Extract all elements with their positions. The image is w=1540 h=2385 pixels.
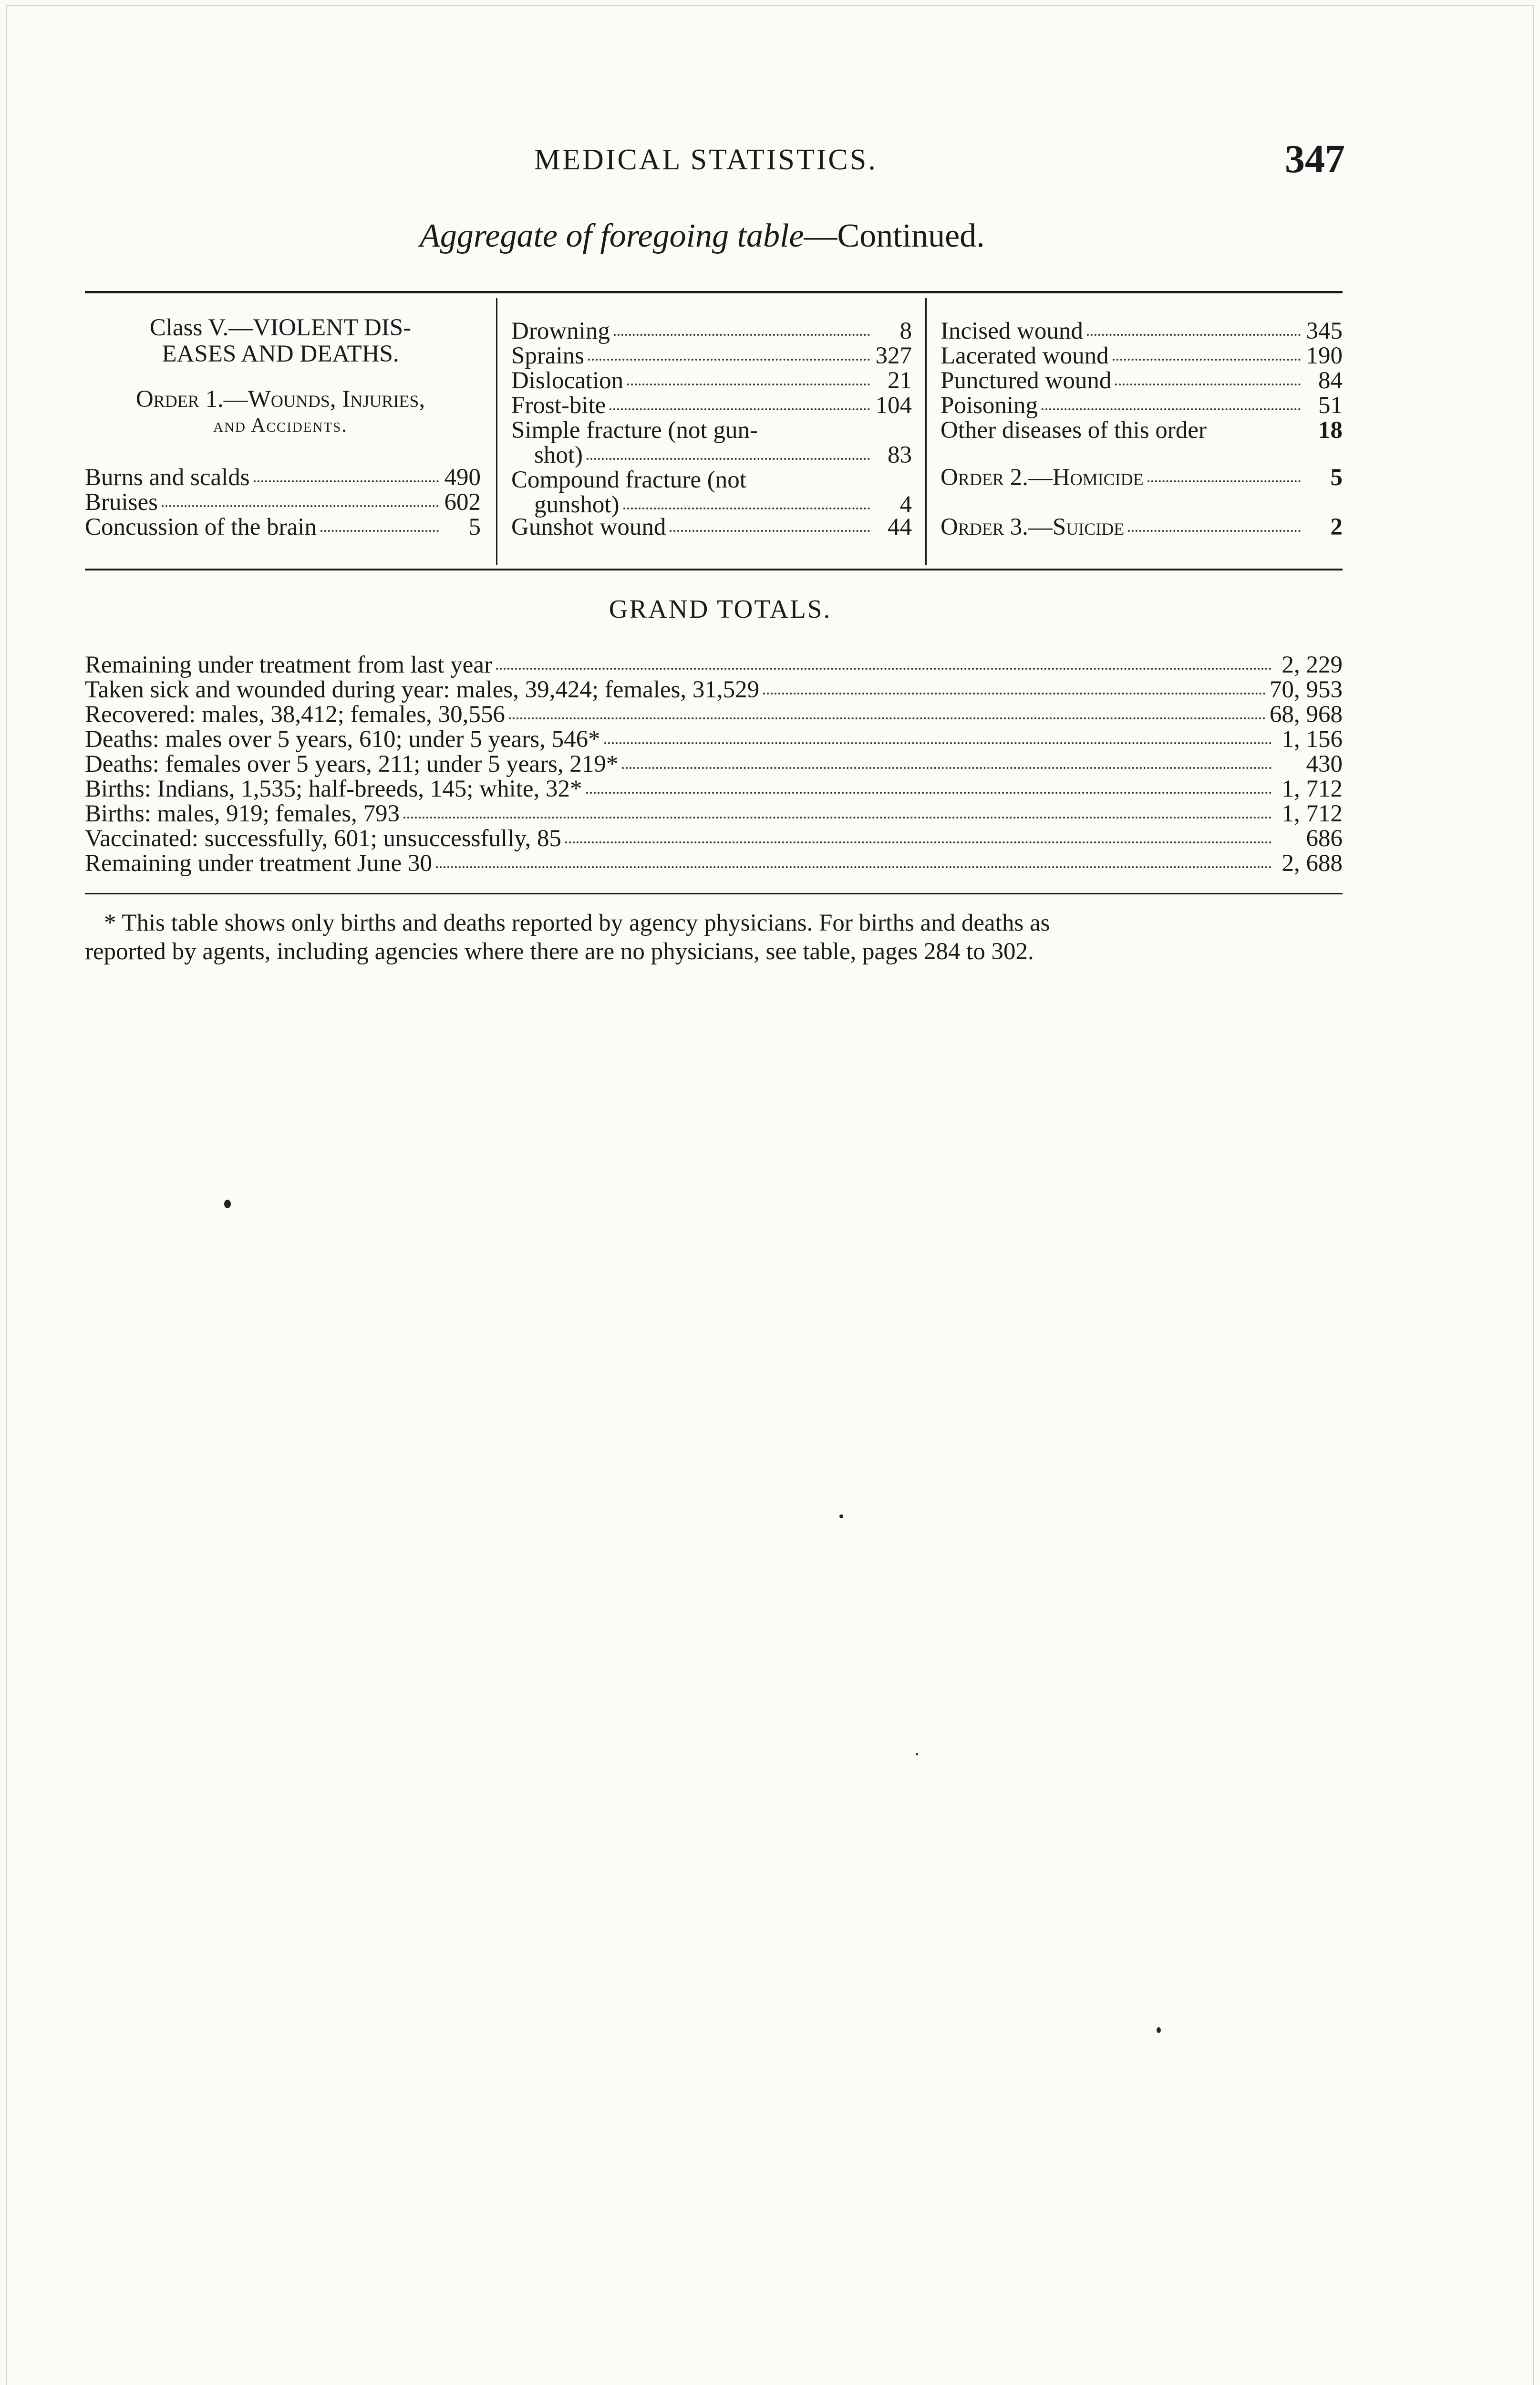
table-row — [85, 515, 481, 539]
totals-value: 70, 953 — [1270, 676, 1343, 703]
totals-row — [85, 677, 1343, 702]
row-value: 83 — [888, 442, 912, 468]
row-label: Poisoning — [941, 392, 1038, 419]
row-label: Bruises — [85, 489, 158, 516]
subtitle-italic: Aggregate of foregoing table — [420, 218, 804, 254]
totals-value: 2, 688 — [1282, 850, 1343, 877]
table-row — [941, 368, 1343, 393]
page-header-title: MEDICAL STATISTICS. — [534, 144, 878, 176]
row-value: 490 — [444, 464, 481, 491]
table-row — [511, 515, 912, 539]
column-divider-1 — [496, 298, 497, 565]
ink-speck — [916, 1753, 918, 1755]
row-label: gunshot) — [534, 491, 620, 518]
row-value: 8 — [899, 318, 912, 344]
row-value: 18 — [1318, 417, 1343, 444]
row-value: 5 — [468, 514, 481, 540]
table-subtitle — [420, 217, 1040, 255]
table-row — [941, 515, 1343, 539]
row-value: 327 — [875, 342, 912, 369]
row-value: 345 — [1306, 318, 1343, 344]
totals-row — [85, 653, 1343, 677]
class-heading-line2: EASES AND DEATHS. — [162, 341, 399, 367]
row-label: Gunshot wound — [511, 514, 666, 540]
order-heading-line1: Order 1.—Wounds, Injuries, — [135, 386, 425, 413]
totals-value: 2, 229 — [1282, 652, 1343, 678]
footnote — [85, 909, 1343, 966]
table-row — [941, 343, 1343, 368]
table-top-rule — [85, 291, 1343, 293]
row-value: 602 — [444, 489, 481, 516]
totals-value: 1, 156 — [1282, 726, 1343, 753]
totals-row — [85, 826, 1343, 851]
totals-value: 686 — [1306, 825, 1343, 852]
subtitle-continued: —Continued. — [804, 218, 985, 254]
row-label: shot) — [534, 442, 583, 468]
row-value: 5 — [1330, 464, 1343, 491]
totals-row — [85, 752, 1343, 777]
totals-label: Births: males, 919; females, 793 — [85, 800, 400, 827]
totals-value: 1, 712 — [1282, 776, 1343, 802]
table-bottom-rule — [85, 569, 1343, 570]
row-label: Burns and scalds — [85, 464, 250, 491]
class-heading — [85, 315, 476, 367]
table-row — [941, 465, 1343, 490]
totals-label: Remaining under treatment June 30 — [85, 850, 432, 877]
row-value: 21 — [888, 367, 912, 394]
row-value: 4 — [899, 491, 912, 518]
ink-speck — [1157, 2027, 1161, 2033]
grand-totals-title: GRAND TOTALS. — [609, 594, 832, 623]
table-row — [511, 393, 912, 418]
row-value: 44 — [888, 514, 912, 540]
row-label: Frost-bite — [511, 392, 606, 419]
totals-row — [85, 777, 1343, 801]
totals-label: Births: Indians, 1,535; half-breeds, 145; white, 32* — [85, 776, 582, 802]
row-label: Other diseases of this order — [941, 417, 1207, 444]
totals-label: Recovered: males, 38,412; females, 30,556 — [85, 701, 505, 728]
order-heading-line2: and Accidents. — [213, 415, 348, 436]
totals-value: 68, 968 — [1270, 701, 1343, 728]
table-row — [511, 319, 912, 343]
totals-value: 430 — [1306, 751, 1343, 778]
totals-row — [85, 801, 1343, 826]
row-label: Sprains — [511, 342, 584, 369]
order-heading — [85, 386, 476, 439]
totals-row — [85, 702, 1343, 727]
row-value: 51 — [1318, 392, 1343, 419]
footnote-line1: * This table shows only births and deaths reported by agency physicians. For births and deaths as — [104, 910, 1050, 936]
totals-label: Deaths: females over 5 years, 211; under 5 years, 219* — [85, 751, 619, 778]
table-row — [941, 319, 1343, 343]
totals-label: Taken sick and wounded during year: males, 39,424; females, 31,529 — [85, 676, 760, 703]
row-value: 104 — [875, 392, 912, 419]
row-value: 84 — [1318, 367, 1343, 394]
footnote-line2: reported by agents, including agencies where there are no physicians, see table, pages 284 to 302. — [85, 938, 1034, 965]
totals-label: Deaths: males over 5 years, 610; under 5 years, 546* — [85, 726, 600, 753]
row-label: Lacerated wound — [941, 342, 1109, 369]
ink-speck — [839, 1514, 843, 1518]
table-row — [941, 393, 1343, 418]
totals-row — [85, 727, 1343, 752]
row-value: 190 — [1306, 342, 1343, 369]
row-label: Concussion of the brain — [85, 514, 317, 540]
row-value: 2 — [1330, 514, 1343, 540]
compound-fracture-line1: Compound fracture (not — [511, 467, 746, 493]
totals-value: 1, 712 — [1282, 800, 1343, 827]
row-label: Order 2.—Homicide — [941, 464, 1144, 491]
row-label: Order 3.—Suicide — [941, 514, 1125, 540]
ink-speck — [224, 1200, 231, 1208]
totals-row — [85, 851, 1343, 876]
totals-label: Remaining under treatment from last year — [85, 652, 492, 678]
column-divider-2 — [925, 298, 927, 565]
row-label: Dislocation — [511, 367, 624, 394]
table-row — [85, 465, 481, 490]
page-number: 347 — [1285, 137, 1345, 181]
row-label: Punctured wound — [941, 367, 1112, 394]
simple-fracture-line1: Simple fracture (not gun- — [511, 417, 758, 444]
table-row — [534, 443, 912, 467]
footnote-rule — [85, 893, 1343, 894]
row-label: Drowning — [511, 318, 610, 344]
class-heading-line1: Class V.—VIOLENT DIS- — [149, 314, 412, 341]
table-row — [85, 490, 481, 515]
row-label: Incised wound — [941, 318, 1083, 344]
table-row — [511, 343, 912, 368]
totals-label: Vaccinated: successfully, 601; unsuccessfully, 85 — [85, 825, 561, 852]
table-row — [511, 368, 912, 393]
table-row — [941, 418, 1343, 443]
